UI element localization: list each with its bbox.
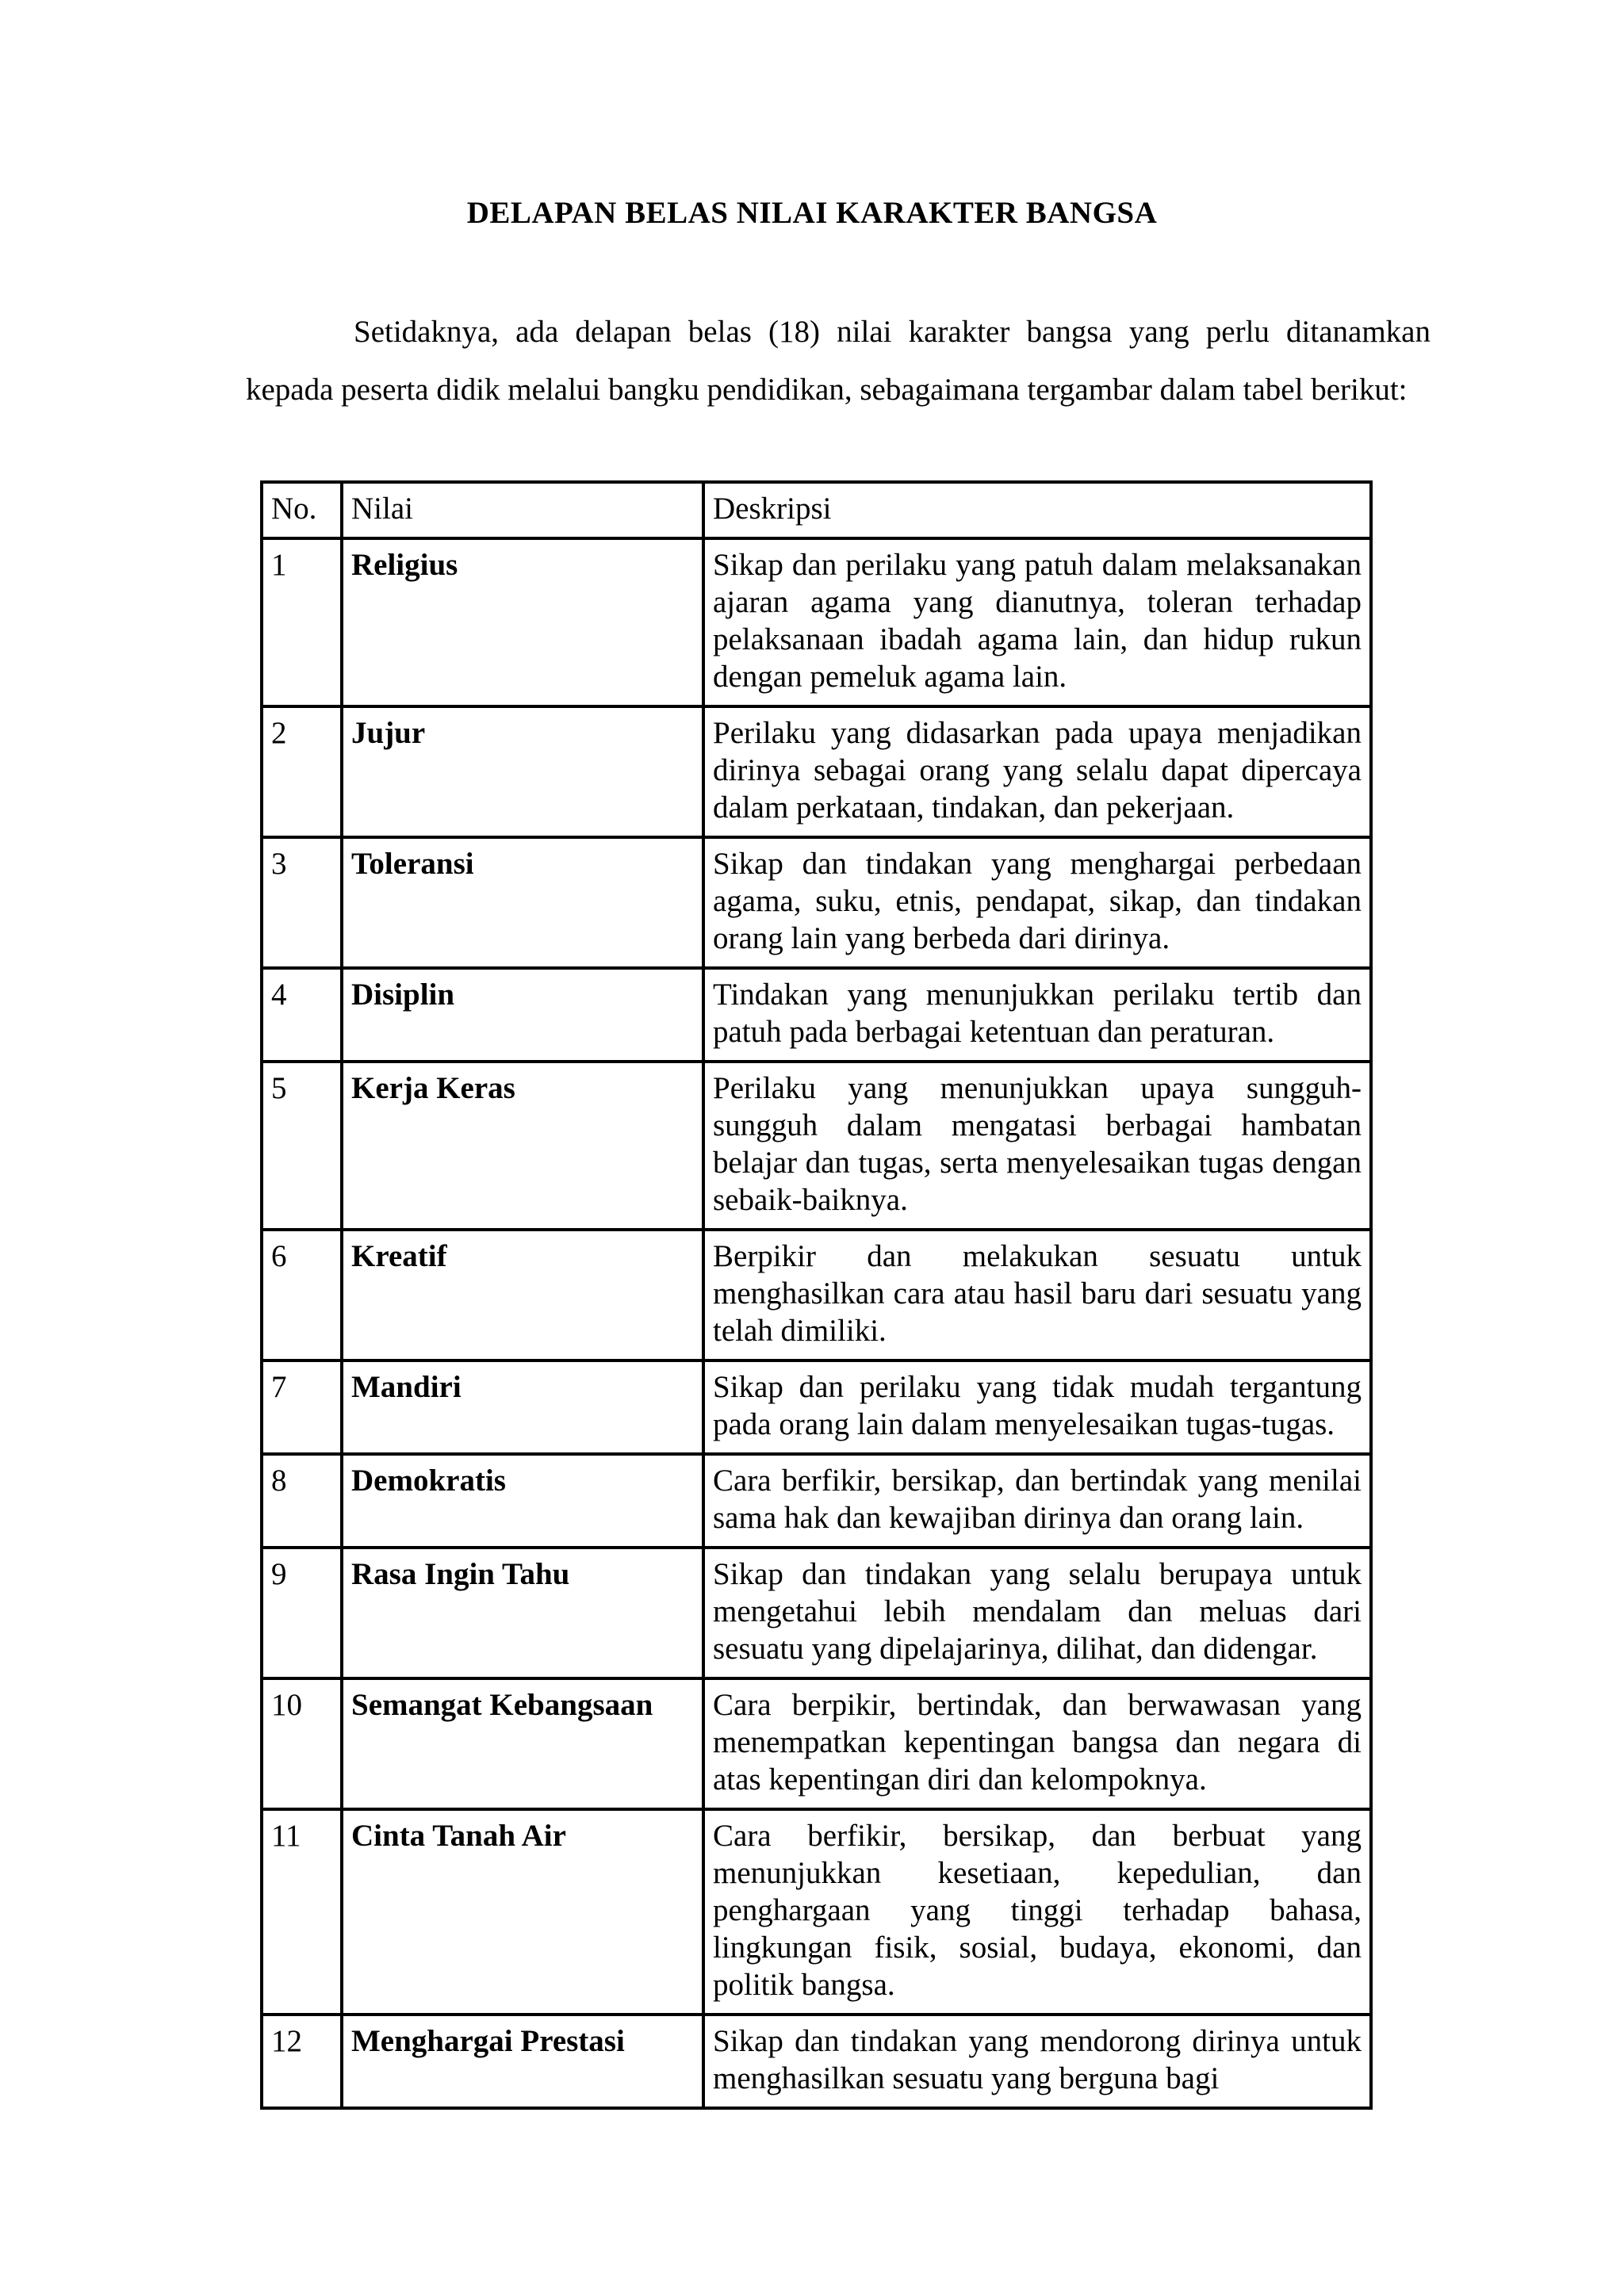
table-row [262, 1360, 1371, 1454]
row-description: Cara berpikir, bertindak, dan berwawasan yang menempatkan kepentingan bangsa dan negara di atas kepentingan diri dan kelompoknya. [703, 1678, 1371, 1809]
table-row [262, 1062, 1371, 1230]
header-nilai: Nilai [342, 482, 703, 538]
row-description: Sikap dan perilaku yang tidak mudah tergantung pada orang lain dalam menyelesaikan tugas-tugas. [703, 1360, 1371, 1454]
table-row [262, 1678, 1371, 1809]
character-values-table [260, 480, 1373, 2110]
row-number: 2 [262, 706, 342, 837]
table-row [262, 1454, 1371, 1548]
row-description: Perilaku yang menunjukkan upaya sungguh-sungguh dalam mengatasi berbagai hambatan belajar dan tugas, serta menyelesaikan tugas dengan sebaik-baiknya. [703, 1062, 1371, 1230]
intro-paragraph [246, 303, 1431, 419]
row-value-name: Kreatif [342, 1230, 703, 1360]
header-no: No. [262, 482, 342, 538]
row-number: 5 [262, 1062, 342, 1230]
table-row [262, 706, 1371, 837]
row-description: Sikap dan tindakan yang menghargai perbedaan agama, suku, etnis, pendapat, sikap, dan tindakan orang lain yang berbeda dari dirinya. [703, 837, 1371, 968]
row-value-name: Cinta Tanah Air [342, 1809, 703, 2015]
row-value-name: Semangat Kebangsaan [342, 1678, 703, 1809]
row-value-name: Jujur [342, 706, 703, 837]
table-row [262, 538, 1371, 706]
row-description: Perilaku yang didasarkan pada upaya menjadikan dirinya sebagai orang yang selalu dapat dipercaya dalam perkataan, tindakan, dan pekerjaan. [703, 706, 1371, 837]
row-value-name: Religius [342, 538, 703, 706]
row-number: 9 [262, 1548, 342, 1678]
table-row [262, 1230, 1371, 1360]
row-description: Cara berfikir, bersikap, dan bertindak yang menilai sama hak dan kewajiban dirinya dan orang lain. [703, 1454, 1371, 1548]
row-value-name: Kerja Keras [342, 1062, 703, 1230]
row-value-name: Mandiri [342, 1360, 703, 1454]
row-number: 1 [262, 538, 342, 706]
table-row [262, 968, 1371, 1062]
table-row [262, 1548, 1371, 1678]
table-row [262, 1809, 1371, 2015]
row-description: Sikap dan perilaku yang patuh dalam melaksanakan ajaran agama yang dianutnya, toleran terhadap pelaksanaan ibadah agama lain, dan hidup rukun dengan pemeluk agama lain. [703, 538, 1371, 706]
row-description: Cara berfikir, bersikap, dan berbuat yang menunjukkan kesetiaan, kepedulian, dan penghargaan yang tinggi terhadap bahasa, lingkungan fisik, sosial, budaya, ekonomi, dan politik bangsa. [703, 1809, 1371, 2015]
row-number: 6 [262, 1230, 342, 1360]
row-value-name: Toleransi [342, 837, 703, 968]
row-description: Berpikir dan melakukan sesuatu untuk menghasilkan cara atau hasil baru dari sesuatu yang telah dimiliki. [703, 1230, 1371, 1360]
row-value-name: Disiplin [342, 968, 703, 1062]
row-description: Sikap dan tindakan yang selalu berupaya untuk mengetahui lebih mendalam dan meluas dari sesuatu yang dipelajarinya, dilihat, dan didengar. [703, 1548, 1371, 1678]
row-number: 11 [262, 1809, 342, 2015]
row-description: Sikap dan tindakan yang mendorong dirinya untuk menghasilkan sesuatu yang berguna bagi [703, 2015, 1371, 2108]
row-number: 12 [262, 2015, 342, 2108]
table-header-row [262, 482, 1371, 538]
row-number: 7 [262, 1360, 342, 1454]
row-value-name: Menghargai Prestasi [342, 2015, 703, 2108]
row-value-name: Rasa Ingin Tahu [342, 1548, 703, 1678]
row-value-name: Demokratis [342, 1454, 703, 1548]
row-number: 8 [262, 1454, 342, 1548]
row-number: 10 [262, 1678, 342, 1809]
intro-text: Setidaknya, ada delapan belas (18) nilai karakter bangsa yang perlu ditanamkan kepada peserta didik melalui bangku pendidikan, sebagaimana tergambar dalam tabel berikut: [246, 315, 1431, 407]
table-row [262, 837, 1371, 968]
table-row [262, 2015, 1371, 2108]
document-title: DELAPAN BELAS NILAI KARAKTER BANGSA [466, 196, 1158, 230]
row-number: 3 [262, 837, 342, 968]
row-number: 4 [262, 968, 342, 1062]
row-description: Tindakan yang menunjukkan perilaku tertib dan patuh pada berbagai ketentuan dan peraturan. [703, 968, 1371, 1062]
header-deskripsi: Deskripsi [703, 482, 1371, 538]
